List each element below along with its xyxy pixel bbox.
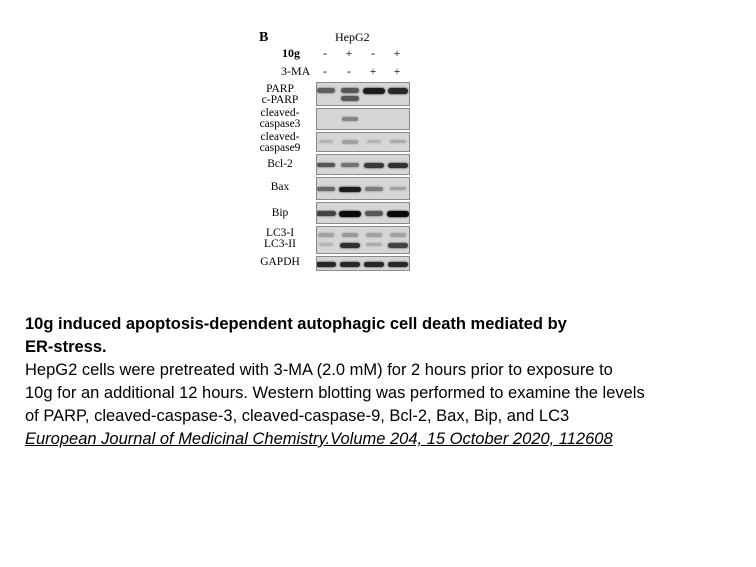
blot-band — [365, 187, 382, 191]
blot-row-label: Bax — [270, 181, 290, 193]
blot-band — [319, 140, 334, 143]
caption-citation-link[interactable]: European Journal of Medicinal Chemistry.Volume 204, 15 October 2020, 112608 — [25, 430, 613, 448]
blot-band — [317, 163, 336, 168]
blot-band — [364, 262, 385, 268]
blot-band — [316, 211, 336, 216]
blot-band — [342, 233, 358, 237]
caption-title-line-2: ER-stress. — [25, 338, 107, 356]
blot-row-label: Bcl-2 — [267, 158, 293, 170]
blot-strip — [316, 177, 410, 200]
blot-row-label: GAPDH — [260, 256, 300, 268]
blot-band — [340, 262, 361, 268]
treatment-sign: - — [347, 64, 351, 78]
blot-strip — [316, 132, 410, 152]
treatment-sign: - — [323, 64, 327, 78]
blot-row-label: PARP c-PARP — [261, 83, 299, 106]
blot-band — [388, 243, 408, 248]
blot-strip — [316, 226, 410, 254]
caption-body-line-2: 10g for an additional 12 hours. Western blotting was performed to examine the levels — [25, 384, 645, 402]
blot-band — [341, 163, 359, 167]
blot-row-label: LC3-I LC3-II — [264, 227, 296, 250]
blot-strip — [316, 202, 410, 224]
blot-band — [317, 187, 335, 192]
blot-strip — [316, 256, 410, 271]
blot-band — [365, 211, 384, 216]
blot-strip — [316, 82, 410, 106]
treatment-sign: - — [371, 46, 375, 60]
blot-band — [339, 211, 361, 217]
blot-band — [387, 211, 409, 217]
blot-band — [341, 96, 360, 101]
blot-band — [390, 140, 405, 143]
blot-band — [341, 88, 360, 93]
blot-band — [366, 243, 381, 246]
blot-band — [318, 233, 334, 237]
figure-caption — [25, 313, 745, 451]
blot-strip — [316, 108, 410, 130]
treatment-sign: + — [393, 46, 401, 60]
cell-line-label: HepG2 — [335, 30, 370, 44]
treatment-label-10g: 10g — [282, 46, 300, 60]
blot-band — [319, 243, 334, 246]
panel-letter: B — [259, 30, 269, 45]
blot-band — [342, 140, 358, 144]
blot-band — [388, 88, 409, 94]
caption-body-line-1: HepG2 cells were pretreated with 3-MA (2.0 mM) for 2 hours prior to exposure to — [25, 361, 613, 379]
treatment-sign: + — [345, 46, 353, 60]
blot-band — [316, 262, 336, 268]
blot-band — [364, 163, 384, 168]
blot-band — [339, 187, 360, 193]
blot-band — [388, 262, 409, 268]
blot-row-label: Bip — [271, 207, 289, 219]
treatment-sign: - — [323, 46, 327, 60]
blot-band — [388, 163, 408, 168]
blot-band — [342, 117, 359, 121]
blot-band — [340, 243, 360, 248]
blot-band — [390, 187, 406, 191]
blot-row-label: cleaved- caspase9 — [259, 131, 301, 154]
blot-strip — [316, 154, 410, 175]
blot-band — [366, 233, 382, 237]
treatment-sign: + — [369, 64, 377, 78]
blot-band — [363, 88, 384, 94]
blot-band — [390, 233, 406, 237]
caption-body-line-3: of PARP, cleaved-caspase-3, cleaved-caspase-9, Bcl-2, Bax, Bip, and LC3 — [25, 407, 570, 425]
treatment-label-3ma: 3-MA — [281, 64, 311, 78]
blot-band — [317, 88, 335, 93]
caption-title-line-1: 10g induced apoptosis-dependent autophagic cell death mediated by — [25, 315, 567, 333]
blot-row-label: cleaved- caspase3 — [259, 107, 301, 130]
blot-band — [367, 140, 382, 143]
treatment-sign: + — [393, 64, 401, 78]
